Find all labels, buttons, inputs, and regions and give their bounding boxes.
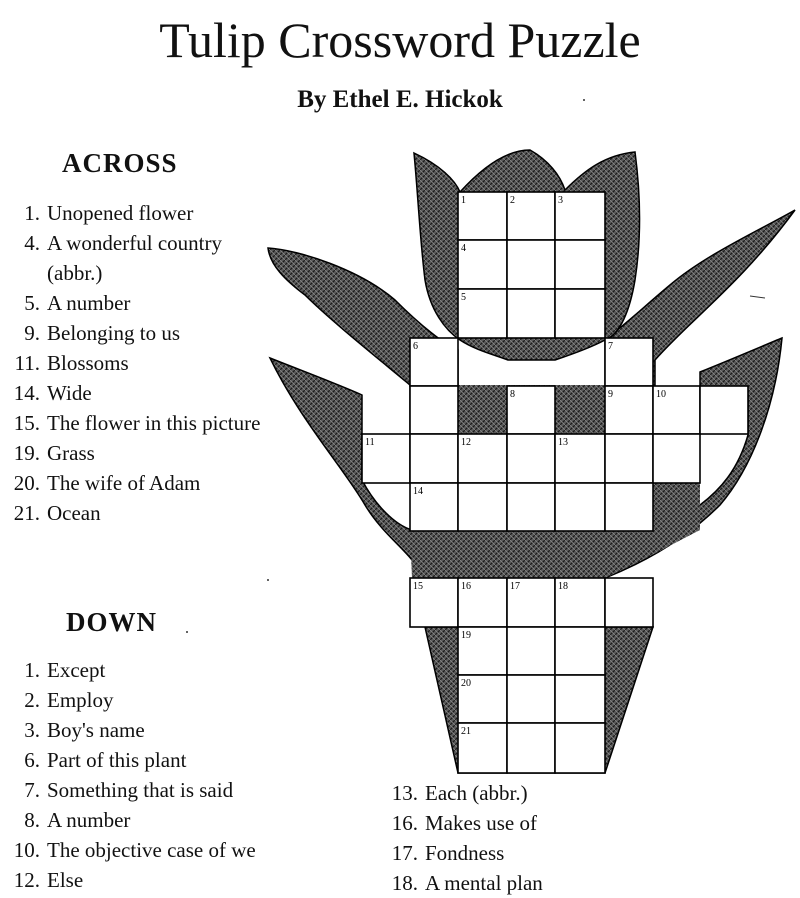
clue-text: Unopened flower xyxy=(47,201,194,225)
crossword-cell[interactable] xyxy=(605,578,653,627)
clue-text: Except xyxy=(47,658,106,682)
clue-number: 10. xyxy=(13,838,40,862)
crossword-cell[interactable] xyxy=(507,289,555,338)
crossword-cell[interactable] xyxy=(555,240,605,289)
cell-number: 16 xyxy=(461,581,471,592)
clue-text: Wide xyxy=(47,381,92,405)
across-heading: ACROSS xyxy=(62,148,178,178)
crossword-cell[interactable] xyxy=(605,483,653,531)
clue-number: 11. xyxy=(14,351,40,375)
crossword-cell[interactable] xyxy=(507,434,555,483)
clue-number: 18. xyxy=(391,871,418,895)
clue-text: Belonging to us xyxy=(47,321,181,345)
clue-number: 20. xyxy=(13,471,40,495)
down-heading: DOWN xyxy=(66,607,157,637)
clue-number: 15. xyxy=(13,411,40,435)
clue-text: Part of this plant xyxy=(47,748,187,772)
crossword-cell[interactable] xyxy=(653,434,700,483)
cell-number: 1 xyxy=(461,195,466,206)
scan-speck xyxy=(186,631,188,633)
cell-number: 19 xyxy=(461,630,471,641)
cell-number: 5 xyxy=(461,292,466,303)
cell-number: 8 xyxy=(510,389,515,400)
cell-number: 18 xyxy=(558,581,568,592)
crossword-cell[interactable] xyxy=(507,483,555,531)
clue-number: 14. xyxy=(13,381,40,405)
scan-speck xyxy=(267,579,269,581)
clue-text: Employ xyxy=(47,688,114,712)
clue-text: A number xyxy=(47,808,131,832)
puzzle-byline: By Ethel E. Hickok xyxy=(297,86,503,113)
clue-text: A mental plan xyxy=(425,871,543,895)
cell-number: 10 xyxy=(656,389,666,400)
scan-speck xyxy=(583,99,585,101)
clue-number: 3. xyxy=(24,718,40,742)
clue-number: 4. xyxy=(24,231,40,255)
crossword-cell[interactable] xyxy=(458,483,507,531)
crossword-cell[interactable] xyxy=(555,675,605,723)
crossword-cell[interactable] xyxy=(507,675,555,723)
cell-number: 2 xyxy=(510,195,515,206)
crossword-cell[interactable] xyxy=(605,434,653,483)
cell-number: 13 xyxy=(558,437,568,448)
clue-number: 7. xyxy=(24,778,40,802)
clue-text: Something that is said xyxy=(47,778,234,802)
clue-number: 16. xyxy=(391,811,418,835)
cell-number: 17 xyxy=(510,581,520,592)
clue-text: Blossoms xyxy=(47,351,129,375)
clue-text: Boy's name xyxy=(47,718,145,742)
crossword-cell[interactable] xyxy=(410,434,458,483)
clue-text: The flower in this picture xyxy=(47,411,261,435)
clue-text: Grass xyxy=(47,441,95,465)
clue-text: The wife of Adam xyxy=(47,471,201,495)
clue-number: 2. xyxy=(24,688,40,712)
crossword-cell[interactable] xyxy=(507,723,555,773)
clue-number: 1. xyxy=(24,658,40,682)
clue-text: Ocean xyxy=(47,501,101,525)
cell-number: 7 xyxy=(608,341,613,352)
clue-text: The objective case of we xyxy=(47,838,256,862)
cell-number: 21 xyxy=(461,726,471,737)
clue-text: Fondness xyxy=(425,841,505,865)
scan-mark xyxy=(750,296,765,298)
clue-number: 1. xyxy=(24,201,40,225)
crossword-cell[interactable] xyxy=(507,240,555,289)
clue-number: 19. xyxy=(13,441,40,465)
clue-text: Else xyxy=(47,868,84,892)
cell-number: 12 xyxy=(461,437,471,448)
cell-number: 4 xyxy=(461,243,466,254)
cell-number: 15 xyxy=(413,581,423,592)
cell-number: 14 xyxy=(413,486,423,497)
clue-text: A number xyxy=(47,291,131,315)
crossword-cell[interactable] xyxy=(555,289,605,338)
clue-number: 8. xyxy=(24,808,40,832)
clue-text: A wonderful country (abbr.) xyxy=(47,231,222,285)
puzzle-title: Tulip Crossword Puzzle xyxy=(159,12,641,68)
cell-number: 9 xyxy=(608,389,613,400)
clue-number: 5. xyxy=(24,291,40,315)
cell-number: 20 xyxy=(461,678,471,689)
crossword-cell[interactable] xyxy=(410,386,458,434)
crossword-cell[interactable] xyxy=(555,627,605,675)
clue-number: 17. xyxy=(391,841,418,865)
clue-text: Makes use of xyxy=(425,811,537,835)
crossword-cell[interactable] xyxy=(555,483,605,531)
crossword-cell[interactable] xyxy=(507,627,555,675)
cell-number: 6 xyxy=(413,341,418,352)
clue-number: 21. xyxy=(13,501,40,525)
clue-number: 12. xyxy=(13,868,40,892)
crossword-cell[interactable] xyxy=(555,723,605,773)
clue-number: 9. xyxy=(24,321,40,345)
clue-text: Each (abbr.) xyxy=(425,781,528,805)
clue-number: 6. xyxy=(24,748,40,772)
clue-number: 13. xyxy=(391,781,418,805)
cell-number: 3 xyxy=(558,195,563,206)
crossword-cell[interactable] xyxy=(700,386,748,434)
cell-number: 11 xyxy=(365,437,375,448)
